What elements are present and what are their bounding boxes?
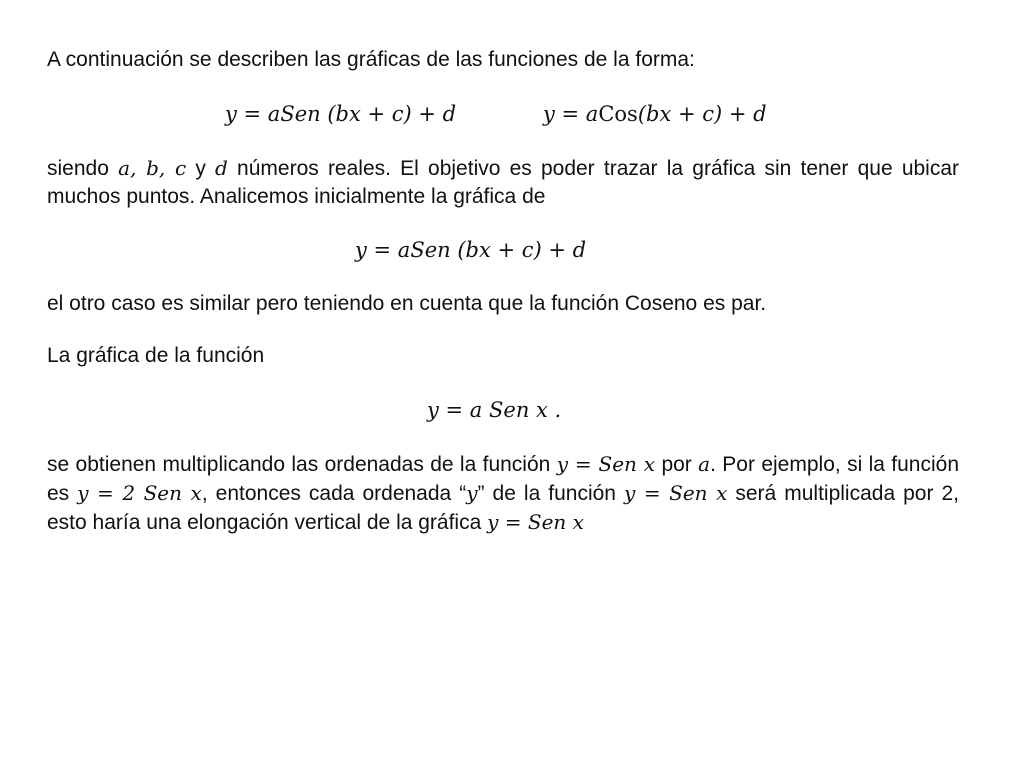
intro-text: A continuación se describen las gráficas de las funciones de la forma:	[47, 48, 695, 71]
paragraph-cosine-note	[47, 290, 959, 318]
equation-cosine-general	[543, 100, 767, 128]
para4-math-2sen: y = 2 Sen x	[77, 481, 202, 505]
para3-text: La gráfica de la función	[47, 344, 265, 367]
equation-sine-center: y = aSen (bx + c) + d	[355, 238, 587, 262]
para1-math-d: d	[215, 156, 228, 180]
paragraph-graph-intro	[47, 342, 959, 370]
intro-paragraph	[47, 46, 959, 74]
paragraph-parameters	[47, 154, 959, 211]
para4-math-sen: y = Sen x	[556, 452, 656, 476]
para4-text-3: . Por ejemplo, si la función es	[47, 453, 960, 505]
equation-sine-general: y = aSen (bx + c) + d	[225, 102, 457, 126]
para4-math-sen-3: y = Sen x	[487, 510, 584, 534]
equation-asenx: y = a Sen x .	[427, 398, 562, 422]
para4-text-4: , entonces cada ordenada “	[201, 482, 467, 505]
para1-math-abc: a, b, c	[118, 156, 187, 180]
paragraph-explanation	[47, 450, 959, 537]
equation-cosine-lhs: y = a	[543, 102, 599, 126]
para4-text-2: por	[655, 453, 699, 476]
para4-text-1: se obtienen multiplicando las ordenadas de la función	[47, 453, 557, 476]
para4-math-a: a	[698, 452, 711, 476]
para4-math-y: y	[466, 481, 478, 505]
center-equation-row	[47, 236, 959, 266]
para2-text: el otro caso es similar pero teniendo en cuenta que la función Coseno es par.	[47, 292, 767, 315]
para4-math-sen-2: y = Sen x	[624, 481, 728, 505]
para1-text-3: números reales. El objetivo es poder trazar la gráfica sin tener que ubicar muchos puntos. Analicemos inicialmente la gráfica de	[47, 157, 960, 208]
para4-text-6: será multiplicada por 2, esto haría una elongación vertical de la gráfica	[47, 482, 960, 534]
general-equations-row	[47, 100, 959, 130]
equation-cosine-fn: Cos	[598, 102, 638, 126]
asenx-equation-row	[47, 396, 959, 426]
para1-text-1: siendo	[47, 157, 119, 180]
equation-cosine-rhs: (bx + c) + d	[637, 102, 767, 126]
para4-text-5: ” de la función	[477, 482, 624, 505]
para1-text-2: y	[186, 157, 216, 180]
